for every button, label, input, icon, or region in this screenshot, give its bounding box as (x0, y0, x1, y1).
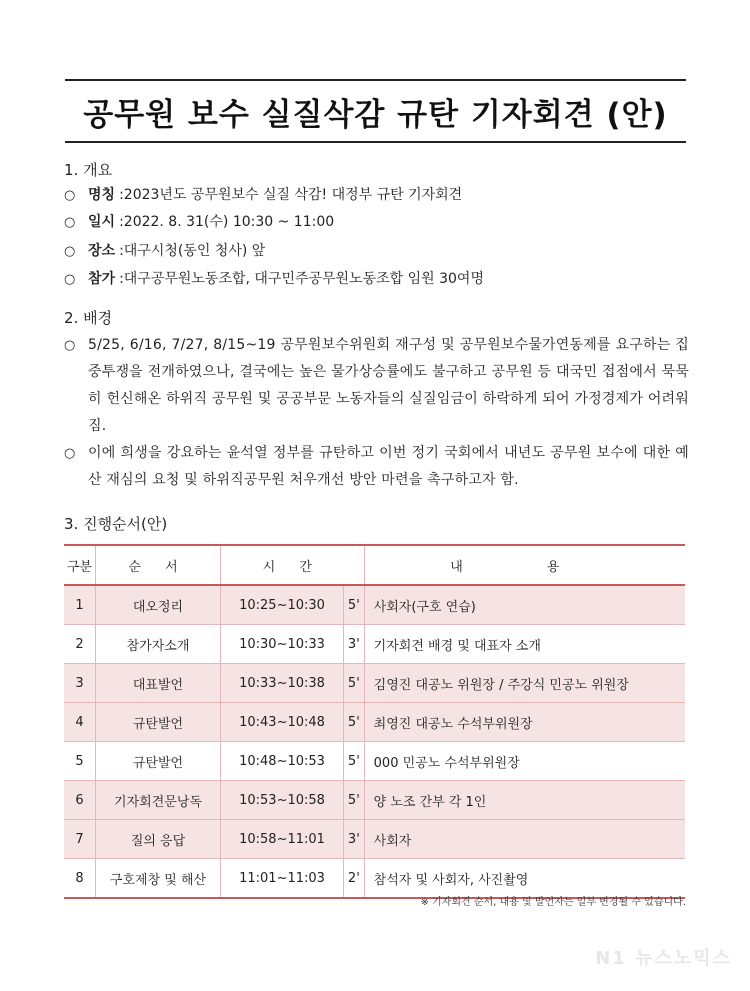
schedule-heading: 3. 진행순서(안) (64, 515, 168, 533)
row-minutes: 5' (344, 703, 365, 742)
table-row (64, 742, 685, 781)
row-no: 2 (64, 625, 96, 664)
row-no: 5 (64, 742, 96, 781)
title-box (65, 79, 686, 143)
row-time: 10:30~10:33 (221, 625, 344, 664)
row-content: 기자회견 배경 및 대표자 소개 (364, 625, 685, 664)
bullet-icon: ○ (64, 244, 76, 259)
row-time: 11:01~11:03 (221, 859, 344, 899)
row-content: 최영진 대공노 수석부위원장 (364, 703, 685, 742)
row-content: 000 민공노 수석부위원장 (364, 742, 685, 781)
item-key: 참가 (88, 271, 116, 287)
bullet-icon: ○ (64, 338, 76, 353)
row-minutes: 5' (344, 781, 365, 820)
row-order: 참가자소개 (96, 625, 221, 664)
item-value: 2023년도 공무원보수 실질 삭감! 대정부 규탄 기자회견 (123, 187, 463, 203)
item-sep: : (119, 271, 124, 287)
watermark-logo: N1 뉴스노믹스 (595, 948, 732, 969)
paragraph-text: 5/25, 6/16, 7/27, 8/15~19 공무원보수위원회 재구성 및 공무원보수물가연동제를 요구하는 집중투쟁을 전개하였으나, 결국에는 높은 물가상승률에도 불구하고 공무원 등 대국민 접점에서 묵묵히 헌신해온 하위직 공무원 및 공공부문 노동자들의 실질임금이 하락하게 되어 가정경제가 어려워짐. (88, 337, 689, 434)
row-order: 기자회견문낭독 (96, 781, 221, 820)
header-time: 시 간 (221, 545, 365, 585)
overview-item-participants (64, 266, 689, 293)
background-paragraph-1 (64, 332, 689, 440)
bullet-icon: ○ (64, 446, 76, 461)
row-time: 10:43~10:48 (221, 703, 344, 742)
document-title: 공무원 보수 실질삭감 규탄 기자회견 (안) (83, 96, 668, 133)
row-no: 3 (64, 664, 96, 703)
row-minutes: 5' (344, 664, 365, 703)
row-time: 10:25~10:30 (221, 585, 344, 625)
overview-item-place (64, 238, 689, 265)
table-row (64, 664, 685, 703)
row-minutes: 3' (344, 625, 365, 664)
background-heading: 2. 배경 (64, 309, 113, 327)
row-content: 사회자(구호 연습) (364, 585, 685, 625)
header-order: 순 서 (96, 545, 221, 585)
row-order: 규탄발언 (96, 703, 221, 742)
table-header-row (64, 545, 685, 585)
row-order: 구호제창 및 해산 (96, 859, 221, 899)
item-key: 일시 (88, 214, 116, 230)
row-no: 7 (64, 820, 96, 859)
paragraph-text: 이에 희생을 강요하는 윤석열 정부를 규탄하고 이번 정기 국회에서 내년도 공무원 보수에 대한 예산 재심의 요청 및 하위직공무원 처우개선 방안 마련을 촉구하고자 함. (88, 445, 689, 488)
schedule-table (64, 544, 685, 899)
row-time: 10:58~11:01 (221, 820, 344, 859)
row-content: 김영진 대공노 위원장 / 주강식 민공노 위원장 (364, 664, 685, 703)
item-value: 대구시청(동인 청사) 앞 (123, 243, 266, 259)
table-row (64, 781, 685, 820)
row-minutes: 3' (344, 820, 365, 859)
row-no: 4 (64, 703, 96, 742)
item-value: 대구공무원노동조합, 대구민주공무원노동조합 임원 30여명 (123, 271, 484, 287)
table-row (64, 585, 685, 625)
bullet-icon: ○ (64, 215, 76, 230)
overview-item-datetime (64, 209, 689, 236)
item-value: 2022. 8. 31(수) 10:30 ~ 11:00 (123, 214, 335, 230)
row-minutes: 5' (344, 585, 365, 625)
overview-item-name (64, 182, 689, 209)
header-gubun: 구분 (64, 545, 96, 585)
row-time: 10:53~10:58 (221, 781, 344, 820)
item-key: 명칭 (88, 187, 116, 203)
row-order: 규탄발언 (96, 742, 221, 781)
background-paragraph-2 (64, 440, 689, 494)
row-no: 1 (64, 585, 96, 625)
row-content: 참석자 및 사회자, 사진촬영 (364, 859, 685, 899)
item-sep: : (119, 243, 124, 259)
row-minutes: 5' (344, 742, 365, 781)
bullet-icon: ○ (64, 272, 76, 287)
table-row (64, 820, 685, 859)
item-sep: : (119, 187, 124, 203)
row-minutes: 2' (344, 859, 365, 899)
row-order: 대표발언 (96, 664, 221, 703)
bullet-icon: ○ (64, 188, 76, 203)
item-sep: : (119, 214, 124, 230)
row-time: 10:33~10:38 (221, 664, 344, 703)
header-content: 내 용 (364, 545, 685, 585)
row-order: 대오정리 (96, 585, 221, 625)
row-content: 사회자 (364, 820, 685, 859)
footnote: ※ 기자회견 순서, 내용 및 발언자는 일부 변경될 수 있습니다. (420, 897, 686, 908)
table-row (64, 703, 685, 742)
row-content: 양 노조 간부 각 1인 (364, 781, 685, 820)
table-row (64, 625, 685, 664)
overview-heading: 1. 개요 (64, 161, 113, 179)
row-no: 6 (64, 781, 96, 820)
row-no: 8 (64, 859, 96, 899)
row-time: 10:48~10:53 (221, 742, 344, 781)
item-key: 장소 (88, 243, 116, 259)
row-order: 질의 응답 (96, 820, 221, 859)
